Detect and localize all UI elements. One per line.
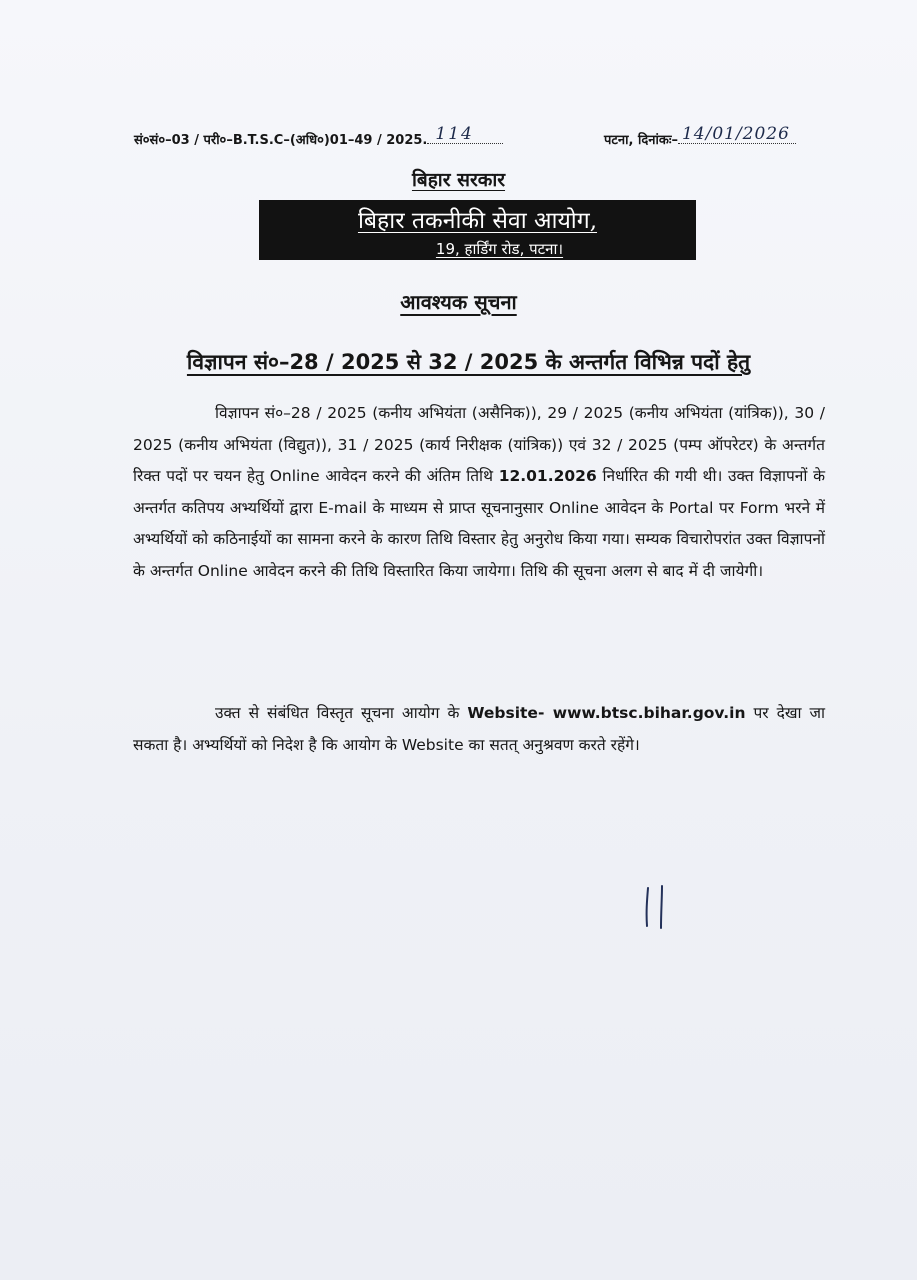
website-link-text: Website- www.btsc.bihar.gov.in — [467, 704, 746, 722]
commission-banner — [259, 200, 696, 260]
reference-number-handwritten: 114 — [435, 124, 474, 144]
notice-title — [0, 288, 917, 315]
date-label: पटना, दिनांकः– — [604, 133, 678, 148]
letter-header — [134, 126, 840, 154]
subject-line — [0, 348, 917, 376]
commission-name: बिहार तकनीकी सेवा आयोग, — [357, 208, 598, 234]
last-date-bold: 12.01.2026 — [498, 467, 597, 485]
government-heading — [0, 166, 917, 192]
letter-date — [604, 124, 796, 148]
government-heading-text: बिहार सरकार — [411, 169, 506, 191]
date-handwritten: 14/01/2026 — [681, 124, 790, 144]
reference-number-blank — [427, 124, 503, 144]
date-blank — [678, 124, 796, 144]
notice-title-text: आवश्यक सूचना — [400, 290, 517, 314]
body-paragraph-2 — [133, 698, 825, 761]
paragraph-1-part-b: निर्धारित की गयी थी। उक्त विज्ञापनों के अन्तर्गत कतिपय अभ्यर्थियों द्वारा E-mail के माध्यम से प्राप्त सूचनानुसार Online आवेदन के Portal पर Form भरने में अभ्यर्थियों को कठिनाईयों का सामना करने के कारण तिथि विस्तार हेतु अनुरोध किया गया। सम्यक विचारोपरांत उक्त विज्ञापनों के अन्तर्गत Online आवेदन करने की तिथि विस्तारित किया जायेगा। तिथि की सूचना अलग से बाद में दी जायेगी। — [133, 467, 825, 580]
paragraph-2-part-b: पर देखा जा सकता है। अभ्यर्थियों को निदेश है कि आयोग के Website का सतत् अनुश्रवण करते रहेंगे। — [133, 704, 825, 754]
handwritten-signature — [640, 882, 680, 932]
subject-line-text: विज्ञापन सं०–28 / 2025 से 32 / 2025 के अन्तर्गत विभिन्न पदों हेतु — [186, 350, 751, 374]
paragraph-2-part-a: उक्त से संबंधित विस्तृत सूचना आयोग के — [215, 704, 468, 722]
commission-address: 19, हार्डिंग रोड, पटना। — [435, 240, 564, 258]
reference-number-text: सं०सं०–03 / परी०–B.T.S.C–(अधि०)01–49 / 2025. — [134, 133, 428, 148]
reference-number — [134, 124, 503, 148]
paragraph-1-part-a: विज्ञापन सं०–28 / 2025 (कनीय अभियंता (असैनिक)), 29 / 2025 (कनीय अभियंता (यांत्रिक)), 30 / 2025 (कनीय अभियंता (विद्युत)), 31 / 2025 (कार्य निरीक्षक (यांत्रिक)) एवं 32 / 2025 (पम्प ऑपरेटर) के अन्तर्गत रिक्त पदों पर चयन हेतु Online आवेदन करने की अंतिम तिथि — [133, 404, 825, 485]
body-paragraph-1 — [133, 398, 825, 587]
